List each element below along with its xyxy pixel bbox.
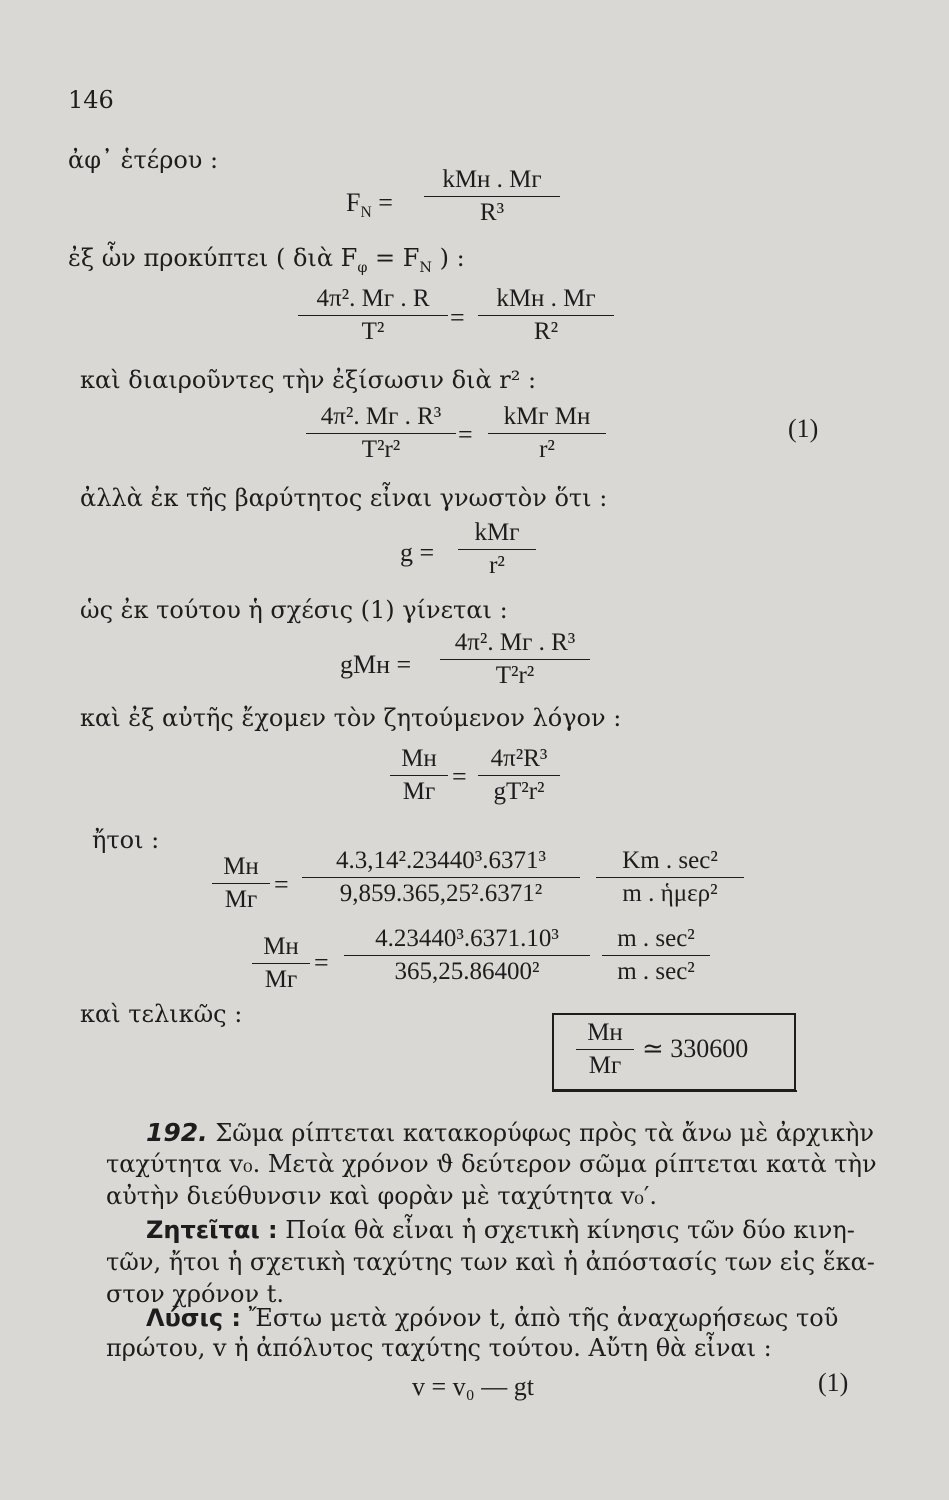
problem-line-2: ταχύτητα v₀. Μετὰ χρόνον ϑ δεύτερον σῶμα ρίπτεται κατὰ τὴν — [106, 1150, 877, 1178]
result-value: ≃ 330600 — [642, 1034, 749, 1063]
calc1-middle-fraction: $\frac{\text{4.3,14².23440³.6371³}}{\text{9,859.365,25².6371²}}$ — [302, 846, 580, 909]
problem-line-4: Ζητεῖται : Ποία θὰ εἶναι ἡ σχετικὴ κίνησις τῶν δύο κινη- — [146, 1216, 855, 1244]
calc2-units-fraction: m . sec² m . sec² — [602, 924, 710, 987]
eq2-right-fraction: kMн . Mг R² — [478, 284, 614, 347]
lysis-label: Λύσις : — [146, 1304, 242, 1332]
eq-ratio-equals: = — [452, 762, 467, 791]
calc1-left-fraction: Mн Mг — [212, 852, 270, 915]
zeteitai-label: Ζητεῖται : — [146, 1216, 278, 1244]
calc1-equals: = — [274, 870, 289, 899]
text-line-4: ἀλλὰ ἐκ τῆς βαρύτητος εἶναι γνωστὸν ὅτι : — [80, 484, 608, 512]
text-line-5: ὡς ἐκ τούτου ἡ σχέσις (1) γίνεται : — [80, 596, 508, 624]
text-line-1: ἀφ᾽ ἑτέρου : — [68, 146, 219, 174]
eq2-left-fraction: 4π². Mг . R T² — [298, 284, 448, 347]
eq-g-fraction: kMг r² — [458, 518, 536, 581]
text-line-3: καὶ διαιροῦντες τὴν ἐξίσωσιν διὰ r² : — [80, 366, 537, 394]
problem-line-3: αὐτὴν διεύθυνσιν καὶ φορὰν μὲ ταχύτητα v₀′. — [106, 1182, 657, 1210]
text-line-6: καὶ ἐξ αὐτῆς ἔχομεν τὸν ζητούμενον λόγον : — [80, 704, 622, 732]
text-line-2: ἐξ ὧν προκύπτει ( διὰ $F_\varphi = F_N$ ) : — [68, 244, 465, 276]
velocity-equation-tag: (1) — [818, 1368, 849, 1397]
eq-ratio-right-fraction: $\frac{\text{4π²R³}}{\text{gT²r²}}$ — [478, 744, 560, 807]
result-underline — [552, 1090, 797, 1092]
eq-fn-lhs: $F_N$ = — [346, 188, 393, 222]
eq3-equals: = — [458, 420, 473, 449]
velocity-equation: v = v₀ — gt — [412, 1372, 534, 1401]
result-fraction: Mн Mг — [576, 1018, 634, 1081]
eq3-left-fraction: 4π². Mг . R³ T²r² — [306, 402, 456, 465]
eq-gm-lhs: gMн = — [340, 650, 412, 679]
problem-number: 192. — [146, 1118, 208, 1147]
calc2-equals: = — [314, 948, 329, 977]
eq2-equals: = — [450, 303, 465, 332]
eq-fn-fraction: kMн . Mг R³ — [424, 165, 560, 228]
eq-gm-fraction: 4π². Mг . R³ T²r² — [440, 628, 590, 691]
problem-line-6: στον χρόνον t. — [106, 1280, 284, 1308]
calc2-middle-fraction: $\frac{\text{4.23440³.6371.10³}}{\text{365,25.86400²}}$ — [344, 924, 590, 987]
problem-line-5: τῶν, ἤτοι ἡ σχετικὴ ταχύτης των καὶ ἡ ἀπόστασίς των εἰς ἕκα- — [106, 1248, 875, 1276]
page-number: 146 — [68, 86, 114, 114]
eq3-tag: (1) — [788, 414, 819, 443]
eq-ratio-left-fraction: Mн Mг — [390, 744, 448, 807]
problem-line-1: 192. Σῶμα ρίπτεται κατακορύφως πρὸς τὰ ἄνω μὲ ἀρχικὴν — [146, 1118, 874, 1147]
eq-g-lhs: g = — [400, 538, 435, 567]
calc1-units-fraction: Km . sec² m . ἡμερ² — [596, 846, 744, 909]
calc2-left-fraction: Mн Mг — [252, 932, 310, 995]
solution-line-2: πρώτου, v ἡ ἀπόλυτος ταχύτης τούτου. Αὔτη θὰ εἶναι : — [106, 1334, 772, 1362]
text-line-7: ἤτοι : — [92, 826, 160, 854]
text-line-8: καὶ τελικῶς : — [80, 1000, 243, 1028]
eq3-right-fraction: kMг Mн r² — [488, 402, 606, 465]
solution-line-1: Λύσις : Ἔστω μετὰ χρόνον t, ἀπὸ τῆς ἀναχωρήσεως τοῦ — [146, 1304, 839, 1332]
